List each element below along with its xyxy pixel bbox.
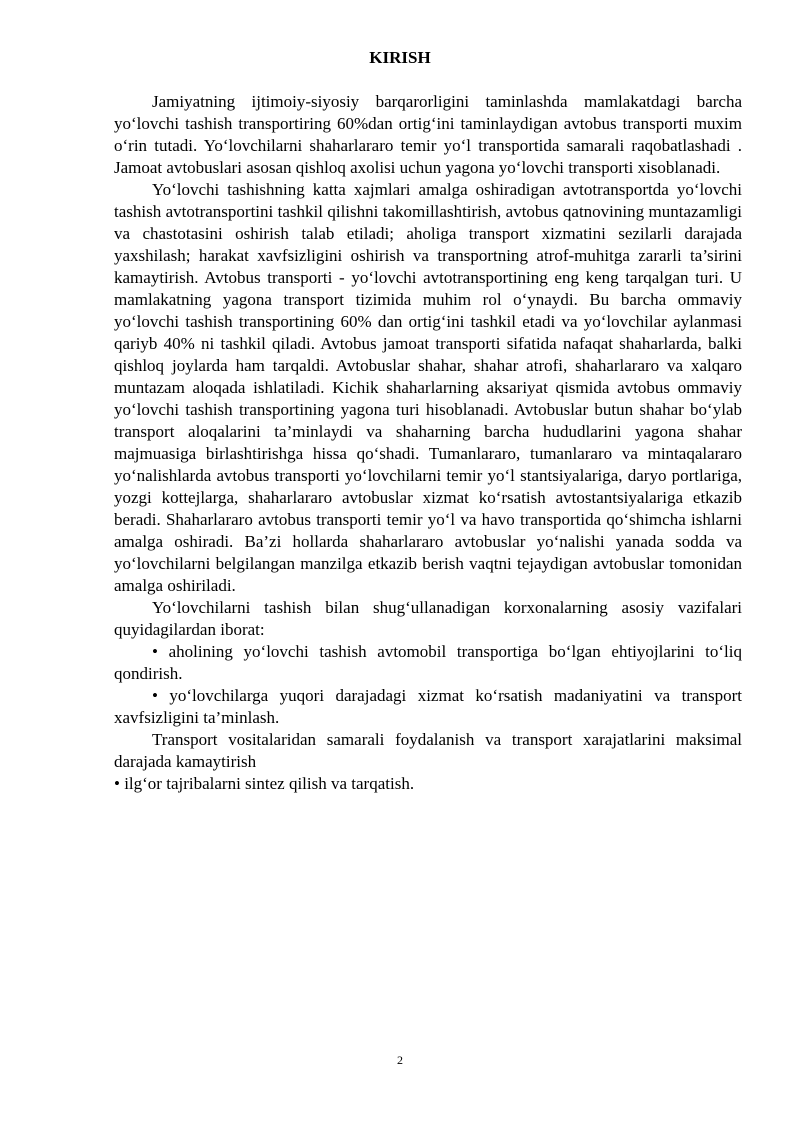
bullet-item-needs: • aholining yo‘lovchi tashish avtomobil transportiga bo‘lgan ehtiyojlarini to‘liq qondirish. <box>114 642 742 683</box>
page-number: 2 <box>397 1053 403 1067</box>
paragraph-costs: Transport vositalaridan samarali foydalanish va transport xarajatlarini maksimal darajada kamaytirish <box>114 730 742 771</box>
paragraph-main: Yo‘lovchi tashishning katta xajmlari amalga oshiradigan avtotransportda yo‘lovchi tashish avtotransportini tashkil qilishni takomillashtirish, avtobus qatnovining muntazamligi va chastotasini oshirish talab etiladi; aholiga transport xizmatini sezilarli darajada yaxshilash; harakat xavfsizligini oshirish va transportning atrof-muhitga zararli ta’sirini kamaytirish. Avtobus transporti - yo‘lovchi avtotransportining eng keng tarqalgan turi. U mamlakatning yagona transport tizimida muhim rol o‘ynaydi. Bu barcha ommaviy yo‘lovchi tashish transportining 60% dan ortig‘ini tashkil etadi va yo‘lovchilar aylanmasi qariyb 40% ni tashkil qiladi. Avtobus jamoat transporti sifatida nafaqat shaharlarda, balki qishloq joylarda ham tarqaldi. Avtobuslar shahar, shahar atrofi, shaharlararo va xalqaro muntazam aloqada ishlatiladi. Kichik shaharlarning aksariyat qismida avtobus ommaviy yo‘lovchi tashish transportining yagona turi hisoblanadi. Avtobuslar butun shahar bo‘ylab transport aloqalarini ta’minlaydi va shaharning barcha hududlarini yagona shahar majmuasiga birlashtirishga hissa qo‘shadi. Tumanlararo, tumanlararo va mintaqalararo yo‘nalishlarda avtobus transporti yo‘lovchilarni temir yo‘l stantsiyalariga, daryo portlariga, yozgi kottejlarga, shaharlararo avtobuslar xizmat ko‘rsatish avtostantsiyalariga etkazib beradi. Shaharlararo avtobus transporti temir yo‘l va havo transportida qo‘shimcha ishlarni amalga oshiradi. Ba’zi hollarda shaharlararo avtobuslar yo‘nalishi yanada sodda va yo‘lovchilarni belgilangan manzilga etkazib berish vaqtni tejaydigan avtobuslar tomonidan amalga oshiriladi. <box>114 180 742 595</box>
paragraph-tasks-intro: Yo‘lovchilarni tashish bilan shug‘ullanadigan korxonalarning asosiy vazifalari quyidagilardan iborat: <box>114 598 742 639</box>
document-title: KIRISH <box>369 48 431 67</box>
document-body <box>114 91 742 795</box>
paragraph-intro: Jamiyatning ijtimoiy-siyosiy barqarorligini taminlashda mamlakatdagi barcha yo‘lovchi tashish transportiring 60%dan ortig‘ini taminlaydigan avtobus transporti muxim o‘rin tutadi. Yo‘lovchilarni shaharlararo temir yo‘l transportida samarali raqobatlashadi . Jamoat avtobuslari asosan qishloq axolisi uchun yagona yo‘lovchi transporti xisoblanadi. <box>114 92 742 177</box>
bullet-item-service: • yo‘lovchilarga yuqori darajadagi xizmat ko‘rsatish madaniyatini va transport xavfsizligini ta’minlash. <box>114 686 742 727</box>
bullet-item-experience: • ilg‘or tajribalarni sintez qilish va tarqatish. <box>114 774 415 793</box>
